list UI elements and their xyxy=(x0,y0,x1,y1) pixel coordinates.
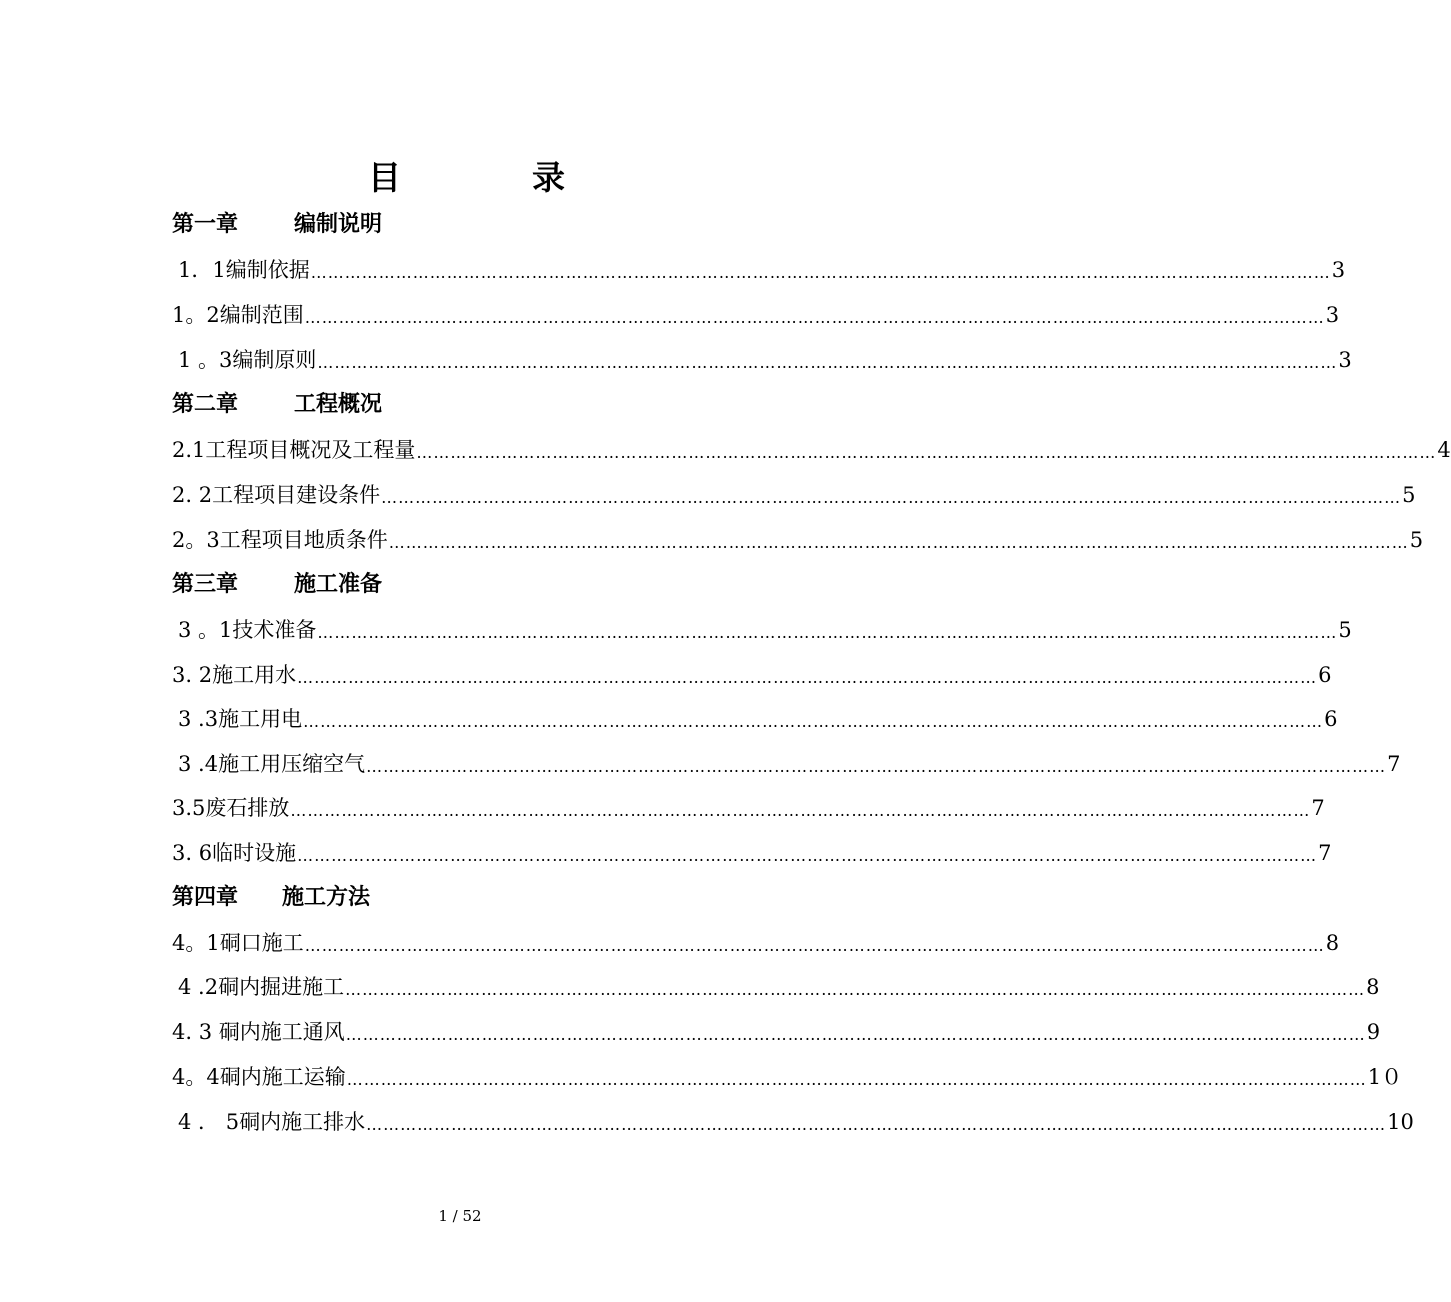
toc-entry[interactable] xyxy=(172,522,1424,558)
toc-entry-page: 5 xyxy=(1338,618,1352,642)
toc-entry-label: 1．1编制依据 xyxy=(178,258,310,282)
toc-entry-label: 4。1硐口施工 xyxy=(172,931,304,955)
dot-leader: ……………………………………………………………………………………………………………………………………………………………… xyxy=(317,353,1338,372)
dot-leader: ……………………………………………………………………………………………………………………………………………………………… xyxy=(297,668,1318,687)
chapter-number: 第三章 xyxy=(172,572,239,597)
dot-leader: ……………………………………………………………………………………………………………………………………………………………… xyxy=(366,1115,1387,1134)
dot-leader: ……………………………………………………………………………………………………………………………………………………………… xyxy=(304,308,1325,327)
toc-entry-page: 9 xyxy=(1366,1020,1381,1044)
dot-leader: ……………………………………………………………………………………………………………………………………………………………… xyxy=(346,1070,1367,1089)
toc-entry-label: 4。4硐内施工运输 xyxy=(172,1065,346,1089)
toc-title xyxy=(0,150,920,206)
toc-entry-page: 1０ xyxy=(1367,1065,1403,1089)
toc-entry[interactable] xyxy=(178,612,1352,648)
toc-entry[interactable] xyxy=(172,835,1332,871)
chapter-title: 施工准备 xyxy=(294,572,383,597)
toc-entry[interactable] xyxy=(178,969,1380,1005)
toc-entry[interactable] xyxy=(178,746,1401,782)
toc-entry-page: 8 xyxy=(1366,975,1380,999)
chapter-heading[interactable] xyxy=(172,880,472,916)
toc-entry-page: 10 xyxy=(1387,1110,1414,1134)
toc-entry[interactable] xyxy=(178,342,1352,378)
chapter-number: 第一章 xyxy=(172,212,239,237)
toc-entry-page: 3 xyxy=(1325,303,1340,327)
toc-entry-label: 3. 2施工用水 xyxy=(172,663,297,687)
toc-entry[interactable] xyxy=(172,477,1416,513)
toc-entry-page: 6 xyxy=(1324,707,1338,731)
toc-entry[interactable] xyxy=(172,432,1451,468)
dot-leader: ……………………………………………………………………………………………………………………………………………………………… xyxy=(303,712,1324,731)
toc-entry-label: 4 ． 5硐内施工排水 xyxy=(178,1110,366,1134)
chapter-number: 第二章 xyxy=(172,392,239,417)
dot-leader: ……………………………………………………………………………………………………………………………………………………………… xyxy=(345,1025,1366,1044)
toc-entry-page: 7 xyxy=(1311,796,1325,820)
dot-leader: ……………………………………………………………………………………………………………………………………………………………… xyxy=(366,757,1387,776)
toc-entry-label: 1。2编制范围 xyxy=(172,303,304,327)
toc-entry-label: 2. 2工程项目建设条件 xyxy=(172,483,381,507)
toc-entry[interactable] xyxy=(172,657,1332,693)
toc-entry-label: 4 .2硐内掘进施工 xyxy=(178,975,345,999)
toc-entry-page: 3 xyxy=(1338,348,1352,372)
dot-leader: ……………………………………………………………………………………………………………………………………………………………… xyxy=(381,488,1402,507)
toc-entry-label: 4. 3 硐内施工通风 xyxy=(172,1020,345,1044)
chapter-title: 工程概况 xyxy=(294,392,383,417)
toc-entry[interactable] xyxy=(172,790,1325,826)
toc-entry[interactable] xyxy=(172,1059,1403,1095)
dot-leader: ……………………………………………………………………………………………………………………………………………………………… xyxy=(310,263,1331,282)
toc-entry-page: 7 xyxy=(1318,841,1332,865)
toc-entry[interactable] xyxy=(178,1104,1414,1140)
toc-entry-page: 7 xyxy=(1387,752,1401,776)
toc-entry-label: 2。3工程项目地质条件 xyxy=(172,528,388,552)
toc-entry-label: 3 .4施工用压缩空气 xyxy=(178,752,366,776)
chapter-heading[interactable] xyxy=(172,207,472,243)
toc-entry-label: 3 。1技术准备 xyxy=(178,618,317,642)
toc-entry[interactable] xyxy=(172,1014,1381,1050)
chapter-title: 施工方法 xyxy=(282,885,371,910)
toc-entry-page: 5 xyxy=(1402,483,1416,507)
toc-entry-page: 3 xyxy=(1331,258,1346,282)
toc-entry-page: 5 xyxy=(1409,528,1424,552)
dot-leader: ……………………………………………………………………………………………………………………………………………………………… xyxy=(297,846,1318,865)
chapter-title: 编制说明 xyxy=(294,212,383,237)
toc-entry[interactable] xyxy=(172,925,1340,961)
toc-entry[interactable] xyxy=(178,252,1346,288)
dot-leader: ……………………………………………………………………………………………………………………………………………………………… xyxy=(345,980,1366,999)
dot-leader: ……………………………………………………………………………………………………………………………………………………………… xyxy=(416,443,1437,462)
chapter-heading[interactable] xyxy=(172,387,472,423)
dot-leader: ……………………………………………………………………………………………………………………………………………………………… xyxy=(388,533,1409,552)
toc-title-left: 目 xyxy=(368,158,401,197)
chapter-heading[interactable] xyxy=(172,567,472,603)
toc-entry-page: 4 xyxy=(1437,438,1451,462)
toc-title-right: 录 xyxy=(532,158,565,197)
toc-entry-label: 1 。3编制原则 xyxy=(178,348,317,372)
toc-entry[interactable] xyxy=(178,701,1338,737)
toc-entry[interactable] xyxy=(172,297,1340,333)
dot-leader: ……………………………………………………………………………………………………………………………………………………………… xyxy=(317,623,1338,642)
toc-entry-page: 6 xyxy=(1318,663,1332,687)
dot-leader: ……………………………………………………………………………………………………………………………………………………………… xyxy=(290,801,1311,820)
toc-entry-label: 2.1工程项目概况及工程量 xyxy=(172,438,416,462)
toc-entry-label: 3.5废石排放 xyxy=(172,796,290,820)
toc-entry-label: 3. 6临时设施 xyxy=(172,841,297,865)
toc-entry-page: 8 xyxy=(1325,931,1340,955)
dot-leader: ……………………………………………………………………………………………………………………………………………………………… xyxy=(304,936,1325,955)
page-indicator: 1 / 52 xyxy=(438,1207,482,1225)
chapter-number: 第四章 xyxy=(172,885,239,910)
toc-entry-label: 3 .3施工用电 xyxy=(178,707,303,731)
